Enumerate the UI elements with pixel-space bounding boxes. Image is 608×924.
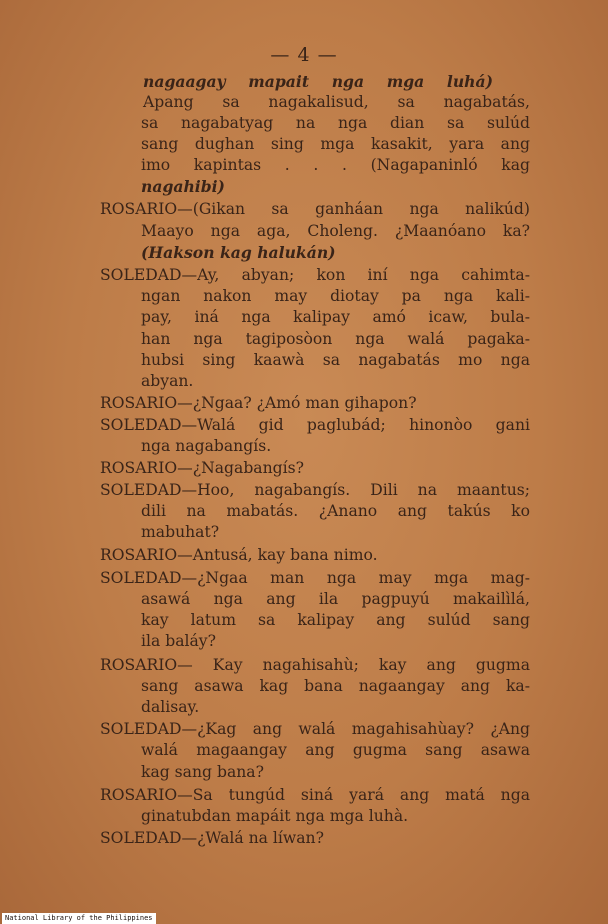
text-line: Maayo nga aga, Choleng. ¿Maanóano ka? [141, 222, 530, 240]
text-line: ROSARIO— Kay nagahisahù; kay ang gugma [100, 656, 530, 674]
text-line: ROSARIO—¿Nagabangís? [100, 459, 304, 477]
text-line: sang asawa kag bana nagaangay ang ka- [141, 677, 530, 695]
text-line: imo kapintas . . . (Nagapaninló kag [141, 156, 530, 174]
text-line: ila baláy? [141, 632, 216, 650]
text-line: SOLEDAD—Hoo, nagabangís. Dili na maantus; [100, 481, 530, 499]
text-line: (Hakson kag halukán) [141, 243, 336, 262]
library-watermark: National Library of the Philippines [2, 913, 156, 924]
text-line: SOLEDAD—¿Kag ang walá magahisahùay? ¿Ang [100, 720, 530, 738]
text-line: hubsi sing kaawà sa nagabatás mo nga [141, 351, 530, 369]
text-line: pay, iná nga kalipay amó icaw, bula- [141, 308, 530, 326]
text-line: kay latum sa kalipay ang sulúd sang [141, 611, 530, 629]
text-line: nga nagabangís. [141, 437, 272, 455]
text-line: dili na mabatás. ¿Anano ang takús ko [141, 502, 530, 520]
text-line: walá magaangay ang gugma sang asawa [141, 741, 530, 759]
text-line: ROSARIO—Antusá, kay bana nimo. [100, 546, 378, 564]
text-line: asawá nga ang ila pagpuyú makailìlá, [141, 590, 530, 608]
text-line: dalisay. [141, 698, 200, 716]
text-line: Apang sa nagakalisud, sa nagabatás, [143, 93, 530, 111]
text-line: ginatubdan mapáit nga mga luhà. [141, 807, 409, 825]
text-line: nagahibi) [141, 177, 225, 196]
text-line: ROSARIO—(Gikan sa ganháan nga nalikúd) [100, 200, 530, 218]
text-line: ROSARIO—¿Ngaa? ¿Amó man gihapon? [100, 394, 417, 412]
text-line: sa nagabatyag na nga dian sa sulúd [141, 114, 530, 132]
text-line: ROSARIO—Sa tungúd siná yará ang matá nga [100, 786, 530, 804]
text-line: kag sang bana? [141, 763, 264, 781]
text-line: mabuhat? [141, 523, 220, 541]
text-line: SOLEDAD—Walá gid paglubád; hinonòo gani [100, 416, 530, 434]
text-line: SOLEDAD—¿Walá na líwan? [100, 829, 324, 847]
text-line: han nga tagiposòon nga walá pagaka- [141, 330, 530, 348]
text-line: ngan nakon may diotay pa nga kali- [141, 287, 530, 305]
page-number: — 4 — [270, 44, 338, 66]
text-line: sang dughan sing mga kasakit, yara ang [141, 135, 530, 153]
text-line: SOLEDAD—¿Ngaa man nga may mga mag- [100, 569, 530, 587]
text-line: abyan. [141, 372, 194, 390]
text-line: SOLEDAD—Ay, abyan; kon iní nga cahimta- [100, 266, 530, 284]
text-line: nagaagay mapait nga mga luhá) [143, 72, 493, 91]
